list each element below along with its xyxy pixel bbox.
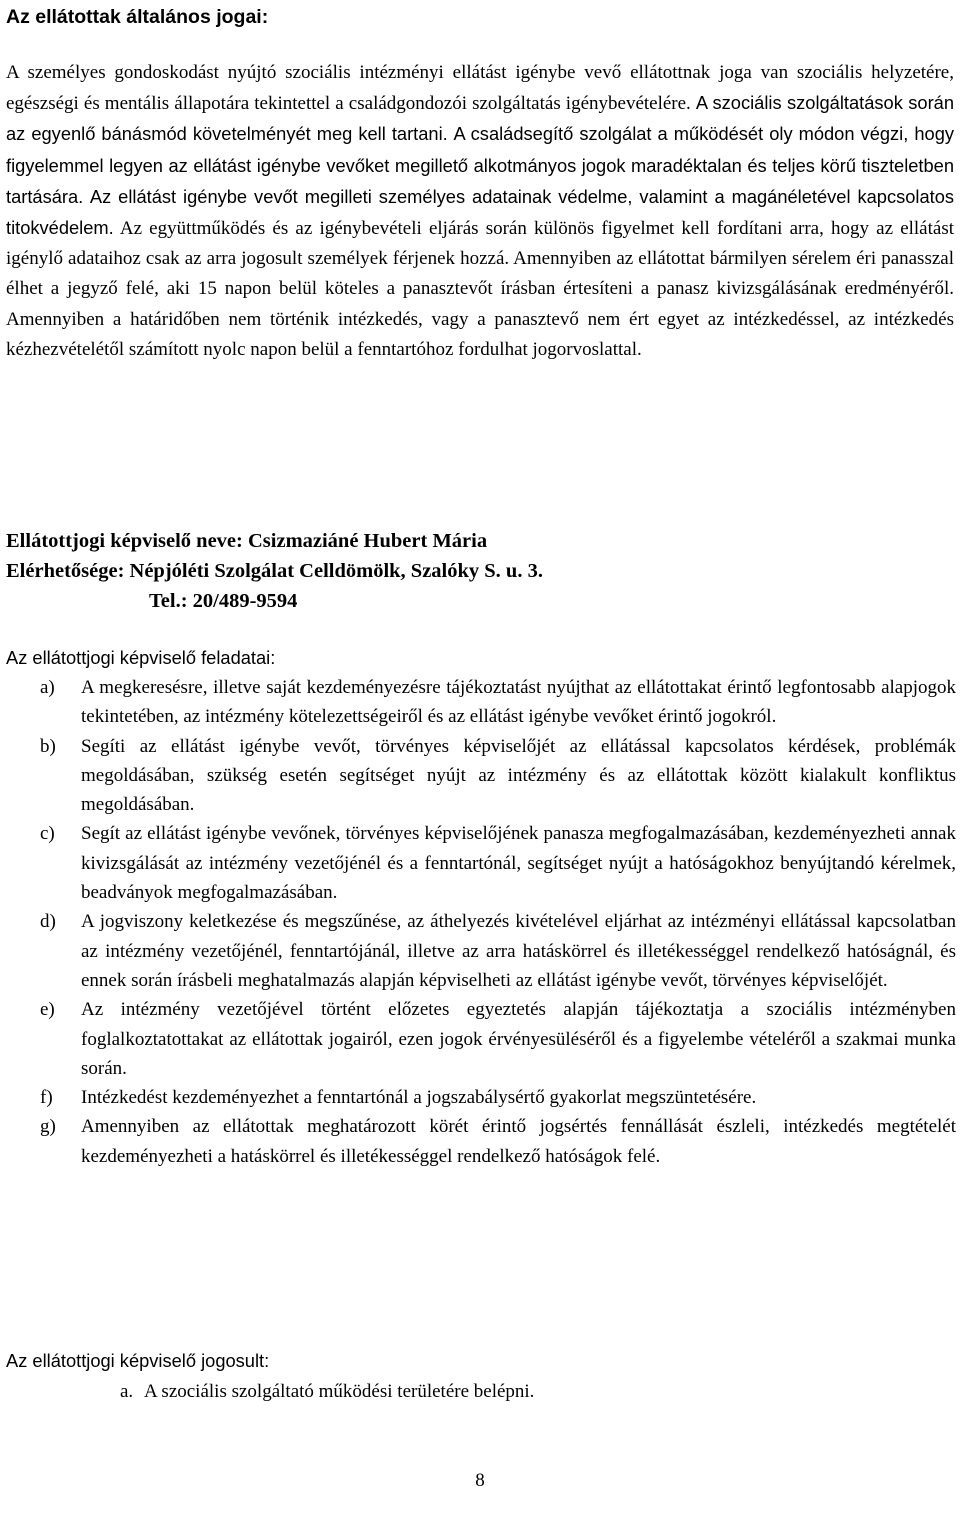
list-item-text: Az intézmény vezetőjével történt előzetes egyeztetés alapján tájékoztatja a szociális intézményben foglalkoztatottakat az ellátottak jogairól, ezen jogok érvényesüléséről és a figyelembe vételéről a szakmai munka során. xyxy=(81,999,956,1079)
list-item-text: Amennyiben az ellátottak meghatározott körét érintő jogsértés fennállását észleli, intézkedés megtételét kezdeményezheti a hatáskörrel és illetékességgel rendelkező hatóságok felé. xyxy=(81,1116,956,1167)
intro-sentence-5: Az együttműködés és az igénybevételi eljárás során különös figyelmet kell fordítani arra, hogy az ellátást igénylő adataihoz csak az arra jogosult személyek férjenek hozzá. Amennyiben az ellátottat bármilyen sérelem éri panasszal élhet a jegyző felé, aki 15 napon belül köteles a panasztevőt írásban értesíteni a panasz kivizsgálásának eredményéről. Amennyiben a határidőben nem történik intézkedés, vagy a panasztevő nem ért egyet az intézkedéssel, az intézkedés kézhezvételétől számított nyolc napon belül a fenntartóhoz fordulhat jogorvoslattal. xyxy=(6,218,954,360)
list-marker: f) xyxy=(40,1087,53,1109)
tasks-heading: Az ellátottjogi képviselő feladatai: xyxy=(6,647,276,668)
section-heading-rights: Az ellátottak általános jogai: xyxy=(6,6,269,28)
list-marker: a. xyxy=(120,1381,134,1402)
contact-block xyxy=(6,526,543,616)
list-item-text: Intézkedést kezdeményezhet a fenntartónál a jogszabálysértő gyakorlat megszüntetésére. xyxy=(81,1087,757,1109)
rights-list xyxy=(6,1377,956,1406)
intro-sentence-1: A személyes gondoskodást nyújtó szociális intézményi ellátást igénybe vevő ellátottnak joga van szociális helyzetére, egészségi és mentális állapotára tekintettel a családgondozói szolgáltatás igénybevételére. xyxy=(6,62,954,115)
list-marker: g) xyxy=(40,1116,56,1138)
list-item xyxy=(6,673,956,732)
representative-name: Ellátottjogi képviselő neve: Csizmaziáné Hubert Mária xyxy=(6,530,488,552)
intro-paragraph xyxy=(6,58,954,365)
list-item xyxy=(6,1377,956,1406)
list-item-text: Segíti az ellátást igénybe vevőt, törvényes képviselőjét az ellátással kapcsolatos kérdések, problémák megoldásában, szükség esetén segítséget nyújt az intézmény és az ellátottak között kialakult konfliktus megoldásában. xyxy=(81,735,956,816)
list-item xyxy=(6,819,956,907)
page-number: 8 xyxy=(475,1470,485,1491)
list-item xyxy=(6,995,956,1083)
intro-sentence-2: A szociális szolgáltatások során az egyenlő bánásmód követelményét meg kell tartani. xyxy=(6,92,954,145)
list-item-text: A jogviszony keletkezése és megszűnése, az áthelyezés kivételével eljárhat az intézményi ellátással kapcsolatban az intézmény vezetőjénél, fenntartójánál, illetve az arra hatáskörrel és illetékességgel rendelkező hatóságnál, és ennek során írásbeli meghatalmazás alapján képviselheti az ellátást igénybe vevőt, törvényes képviselőjét. xyxy=(81,911,956,991)
list-marker: d) xyxy=(40,911,56,933)
list-item xyxy=(6,732,956,820)
list-marker: a) xyxy=(40,677,55,698)
intro-sentence-3: A családsegítő szolgálat a működését oly módon végzi, hogy figyelemmel legyen az ellátást igénybe vevőket megillető alkotmányos jogok maradéktalan és teljes körű tiszteletben tartására. xyxy=(6,123,954,207)
tasks-list xyxy=(6,673,956,1171)
list-marker: e) xyxy=(40,999,55,1021)
intro-sentence-4: Az ellátást igénybe vevőt megilleti személyes adatainak védelme, valamint a magánéletével kapcsolatos titokvédelem. xyxy=(6,185,955,239)
list-item xyxy=(6,1112,956,1171)
list-item-text: Segít az ellátást igénybe vevőnek, törvényes képviselőjének panasza megfogalmazásában, kezdeményezheti annak kivizsgálását az intézmény vezetőjénél és a fenntartónál, segítséget nyújt a hatóságokhoz benyújtandó kérelmek, beadványok megfogalmazásában. xyxy=(81,823,956,904)
list-item xyxy=(6,1083,956,1112)
list-item-text: A szociális szolgáltató működési területére belépni. xyxy=(144,1381,535,1402)
list-marker: c) xyxy=(40,823,55,845)
list-item-text: A megkeresésre, illetve saját kezdeményezésre tájékoztatást nyújthat az ellátottakat érintő legfontosabb alapjogok tekintetében, az intézmény kötelezettségeiről és az ellátást igénybe vevőket érintő jogokról. xyxy=(81,677,956,728)
representative-phone: Tel.: 20/489-9594 xyxy=(149,590,298,612)
representative-address: Elérhetősége: Népjóléti Szolgálat Celldömölk, Szalóky S. u. 3. xyxy=(6,560,543,582)
rights-heading: Az ellátottjogi képviselő jogosult: xyxy=(6,1350,270,1371)
list-item xyxy=(6,907,956,995)
list-marker: b) xyxy=(40,735,56,757)
